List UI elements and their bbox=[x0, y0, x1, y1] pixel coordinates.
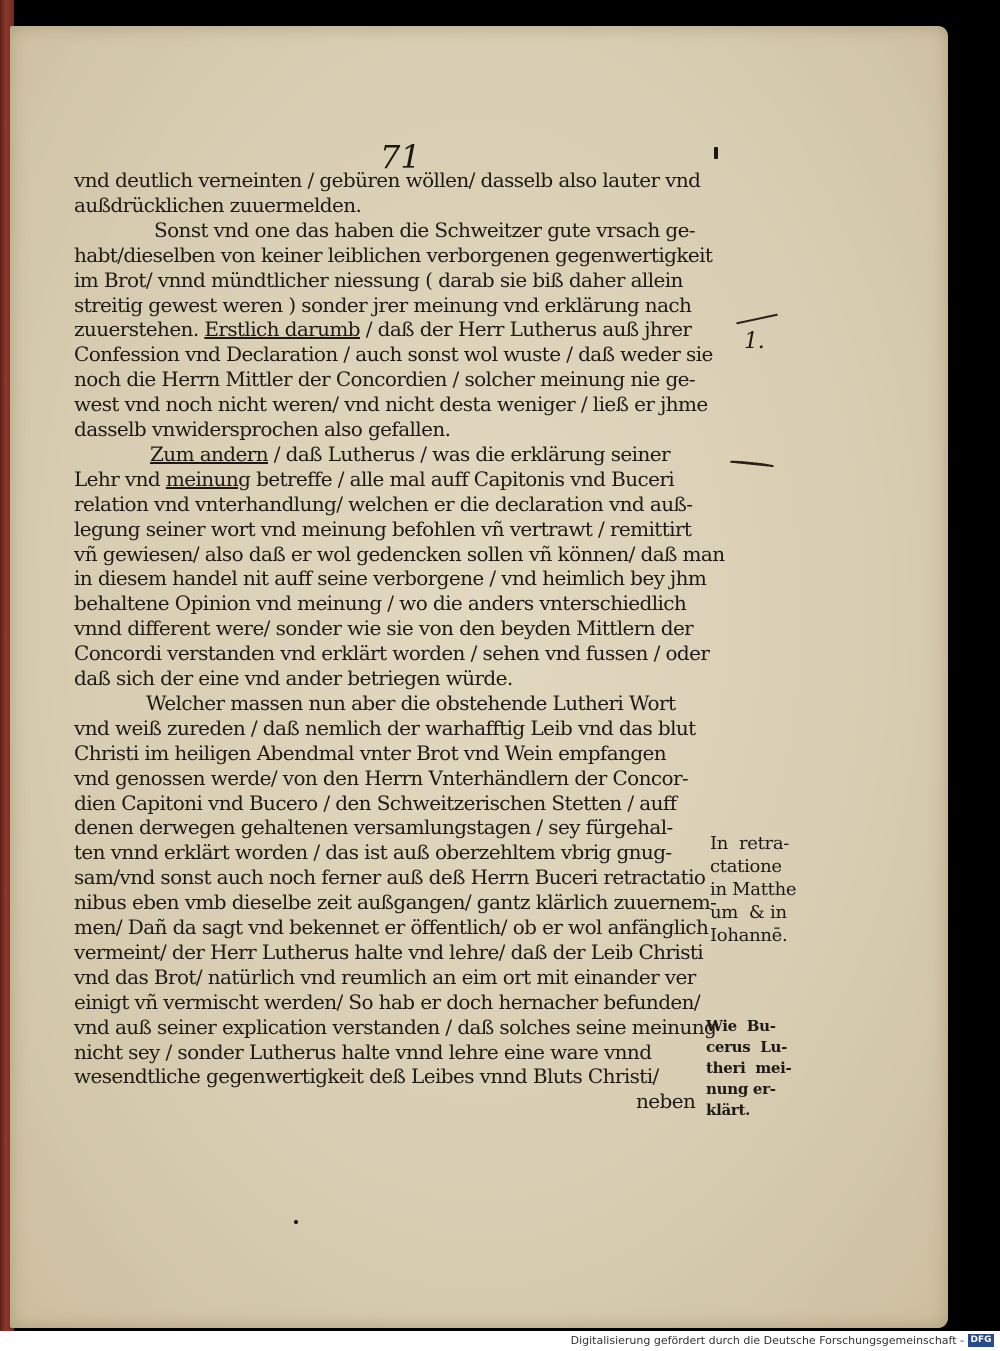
margin-note-bucerus: Wie Bu- cerus Lu- theri mei- nung er- klärt. bbox=[706, 1017, 792, 1119]
text-line bbox=[74, 317, 691, 341]
line-rest: betreffe / alle mal auff Capitonis vnd Buceri bbox=[250, 466, 675, 491]
text-line: im Brot/ vnnd mündtlicher niessung ( darab sie biß daher allein bbox=[74, 267, 683, 292]
text-line: denen derwegen gehaltenen versamlungstagen / sey fürgehal- bbox=[74, 815, 673, 840]
text-line: nibus eben vmb dieselbe zeit außgangen/ gantz klärlich zuuernem- bbox=[74, 890, 717, 915]
text-line: Sonst vnd one das haben die Schweitzer gute vrsach ge- bbox=[154, 217, 696, 242]
text-line: Concordi verstanden vnd erklärt worden / sehen vnd fussen / oder bbox=[74, 641, 710, 666]
text-line: außdrücklichen zuuermelden. bbox=[74, 192, 362, 217]
margin-numeral-1: 1. bbox=[744, 329, 765, 354]
text-line: vermeint/ der Herr Lutherus halte vnd lehre/ daß der Leib Christi bbox=[74, 939, 704, 964]
text-line: vnd auß seiner explication verstanden / daß solches seine meinung bbox=[74, 1014, 717, 1039]
underlined-phrase: Erstlich darumb bbox=[204, 317, 360, 342]
speck bbox=[294, 1220, 298, 1224]
text-line: dasselb vnwidersprochen also gefallen. bbox=[74, 417, 451, 441]
footer-credit: Digitalisierung gefördert durch die Deutsche Forschungsgemeinschaft - bbox=[570, 1334, 964, 1347]
footer-bar bbox=[0, 1331, 1000, 1351]
folio-mark bbox=[714, 147, 718, 159]
line-start: zuuerstehen. bbox=[74, 317, 205, 342]
text-line: neben bbox=[636, 1089, 696, 1114]
text-line: Christi im heiligen Abendmal vnter Brot vnd Wein empfangen bbox=[74, 740, 667, 765]
page-number: 71 bbox=[380, 138, 421, 176]
text-line bbox=[150, 442, 670, 466]
text-line: vnd das Brot/ natürlich vnd reumlich an eim ort mit einander ver bbox=[74, 964, 696, 989]
text-line: ten vnnd erklärt worden / das ist auß oberzehltem vbrig gnug- bbox=[74, 840, 672, 865]
text-line: vnnd different were/ sonder wie sie von den beyden Mittlern der bbox=[74, 616, 694, 641]
text-line: wesendtliche gegenwertigkeit deß Leibes vnnd Bluts Christi/ bbox=[74, 1064, 659, 1089]
text-line: dien Capitoni vnd Bucero / den Schweitzerischen Stetten / auff bbox=[74, 790, 677, 815]
text-line: nicht sey / sonder Lutherus halte vnnd lehre eine ware vnnd bbox=[74, 1039, 652, 1064]
text-line: streitig gewest weren ) sonder jrer meinung vnd erklärung nach bbox=[74, 292, 692, 317]
text-line: vnd deutlich verneinten / gebüren wöllen/ dasselb also lauter vnd bbox=[74, 168, 701, 192]
text-line: men/ Dañ da sagt vnd bekennet er öffentlich/ ob er wol anfänglich bbox=[74, 915, 709, 939]
text-line: west vnd noch nicht weren/ vnd nicht desta weniger / ließ er jhme bbox=[74, 392, 708, 417]
dfg-logo: DFG bbox=[968, 1334, 994, 1347]
text-line: in diesem handel nit auff seine verborgene / vnd heimlich bey jhm bbox=[74, 566, 707, 591]
line-start: Lehr vnd bbox=[74, 466, 166, 491]
text-line: vnd weiß zureden / daß nemlich der warhafftig Leib vnd das blut bbox=[74, 715, 696, 740]
text-line: behaltene Opinion vnd meinung / wo die anders vnterschiedlich bbox=[74, 591, 687, 616]
text-line: noch die Herrn Mittler der Concordien / solcher meinung nie ge- bbox=[74, 367, 696, 392]
text-line: relation vnd vnterhandlung/ welchen er die declaration vnd auß- bbox=[74, 491, 693, 516]
line-rest: / daß Lutherus / was die erklärung seiner bbox=[268, 441, 670, 466]
line-rest: / daß der Herr Lutherus auß jhrer bbox=[360, 317, 692, 342]
text-line: habt/dieselben von keiner leiblichen verborgenen gegenwertigkeit bbox=[74, 242, 713, 267]
underlined-phrase: Zum andern bbox=[150, 441, 268, 466]
text-line: vnd genossen werde/ von den Herrn Vnterhändlern der Concor- bbox=[74, 765, 689, 790]
underlined-phrase: meinung bbox=[165, 466, 251, 491]
text-line bbox=[74, 467, 674, 491]
text-line: daß sich der eine vnd ander betriegen würde. bbox=[74, 666, 513, 690]
text-line: Confession vnd Declaration / auch sonst wol wuste / daß weder sie bbox=[74, 342, 713, 367]
margin-note-retractatione: In retra- ctatione in Matthe um & in Iohannē. bbox=[710, 833, 797, 946]
text-line: legung seiner wort vnd meinung befohlen vñ vertrawt / remittirt bbox=[74, 516, 692, 541]
text-line: vñ gewiesen/ also daß er wol gedencken sollen vñ können/ daß man bbox=[74, 541, 725, 566]
text-line: einigt vñ vermischt werden/ So hab er doch hernacher befunden/ bbox=[74, 989, 701, 1014]
text-line: Welcher massen nun aber die obstehende Lutheri Wort bbox=[146, 690, 676, 715]
text-line: sam/vnd sonst auch noch ferner auß deß Herrn Buceri retractatio bbox=[74, 865, 706, 890]
